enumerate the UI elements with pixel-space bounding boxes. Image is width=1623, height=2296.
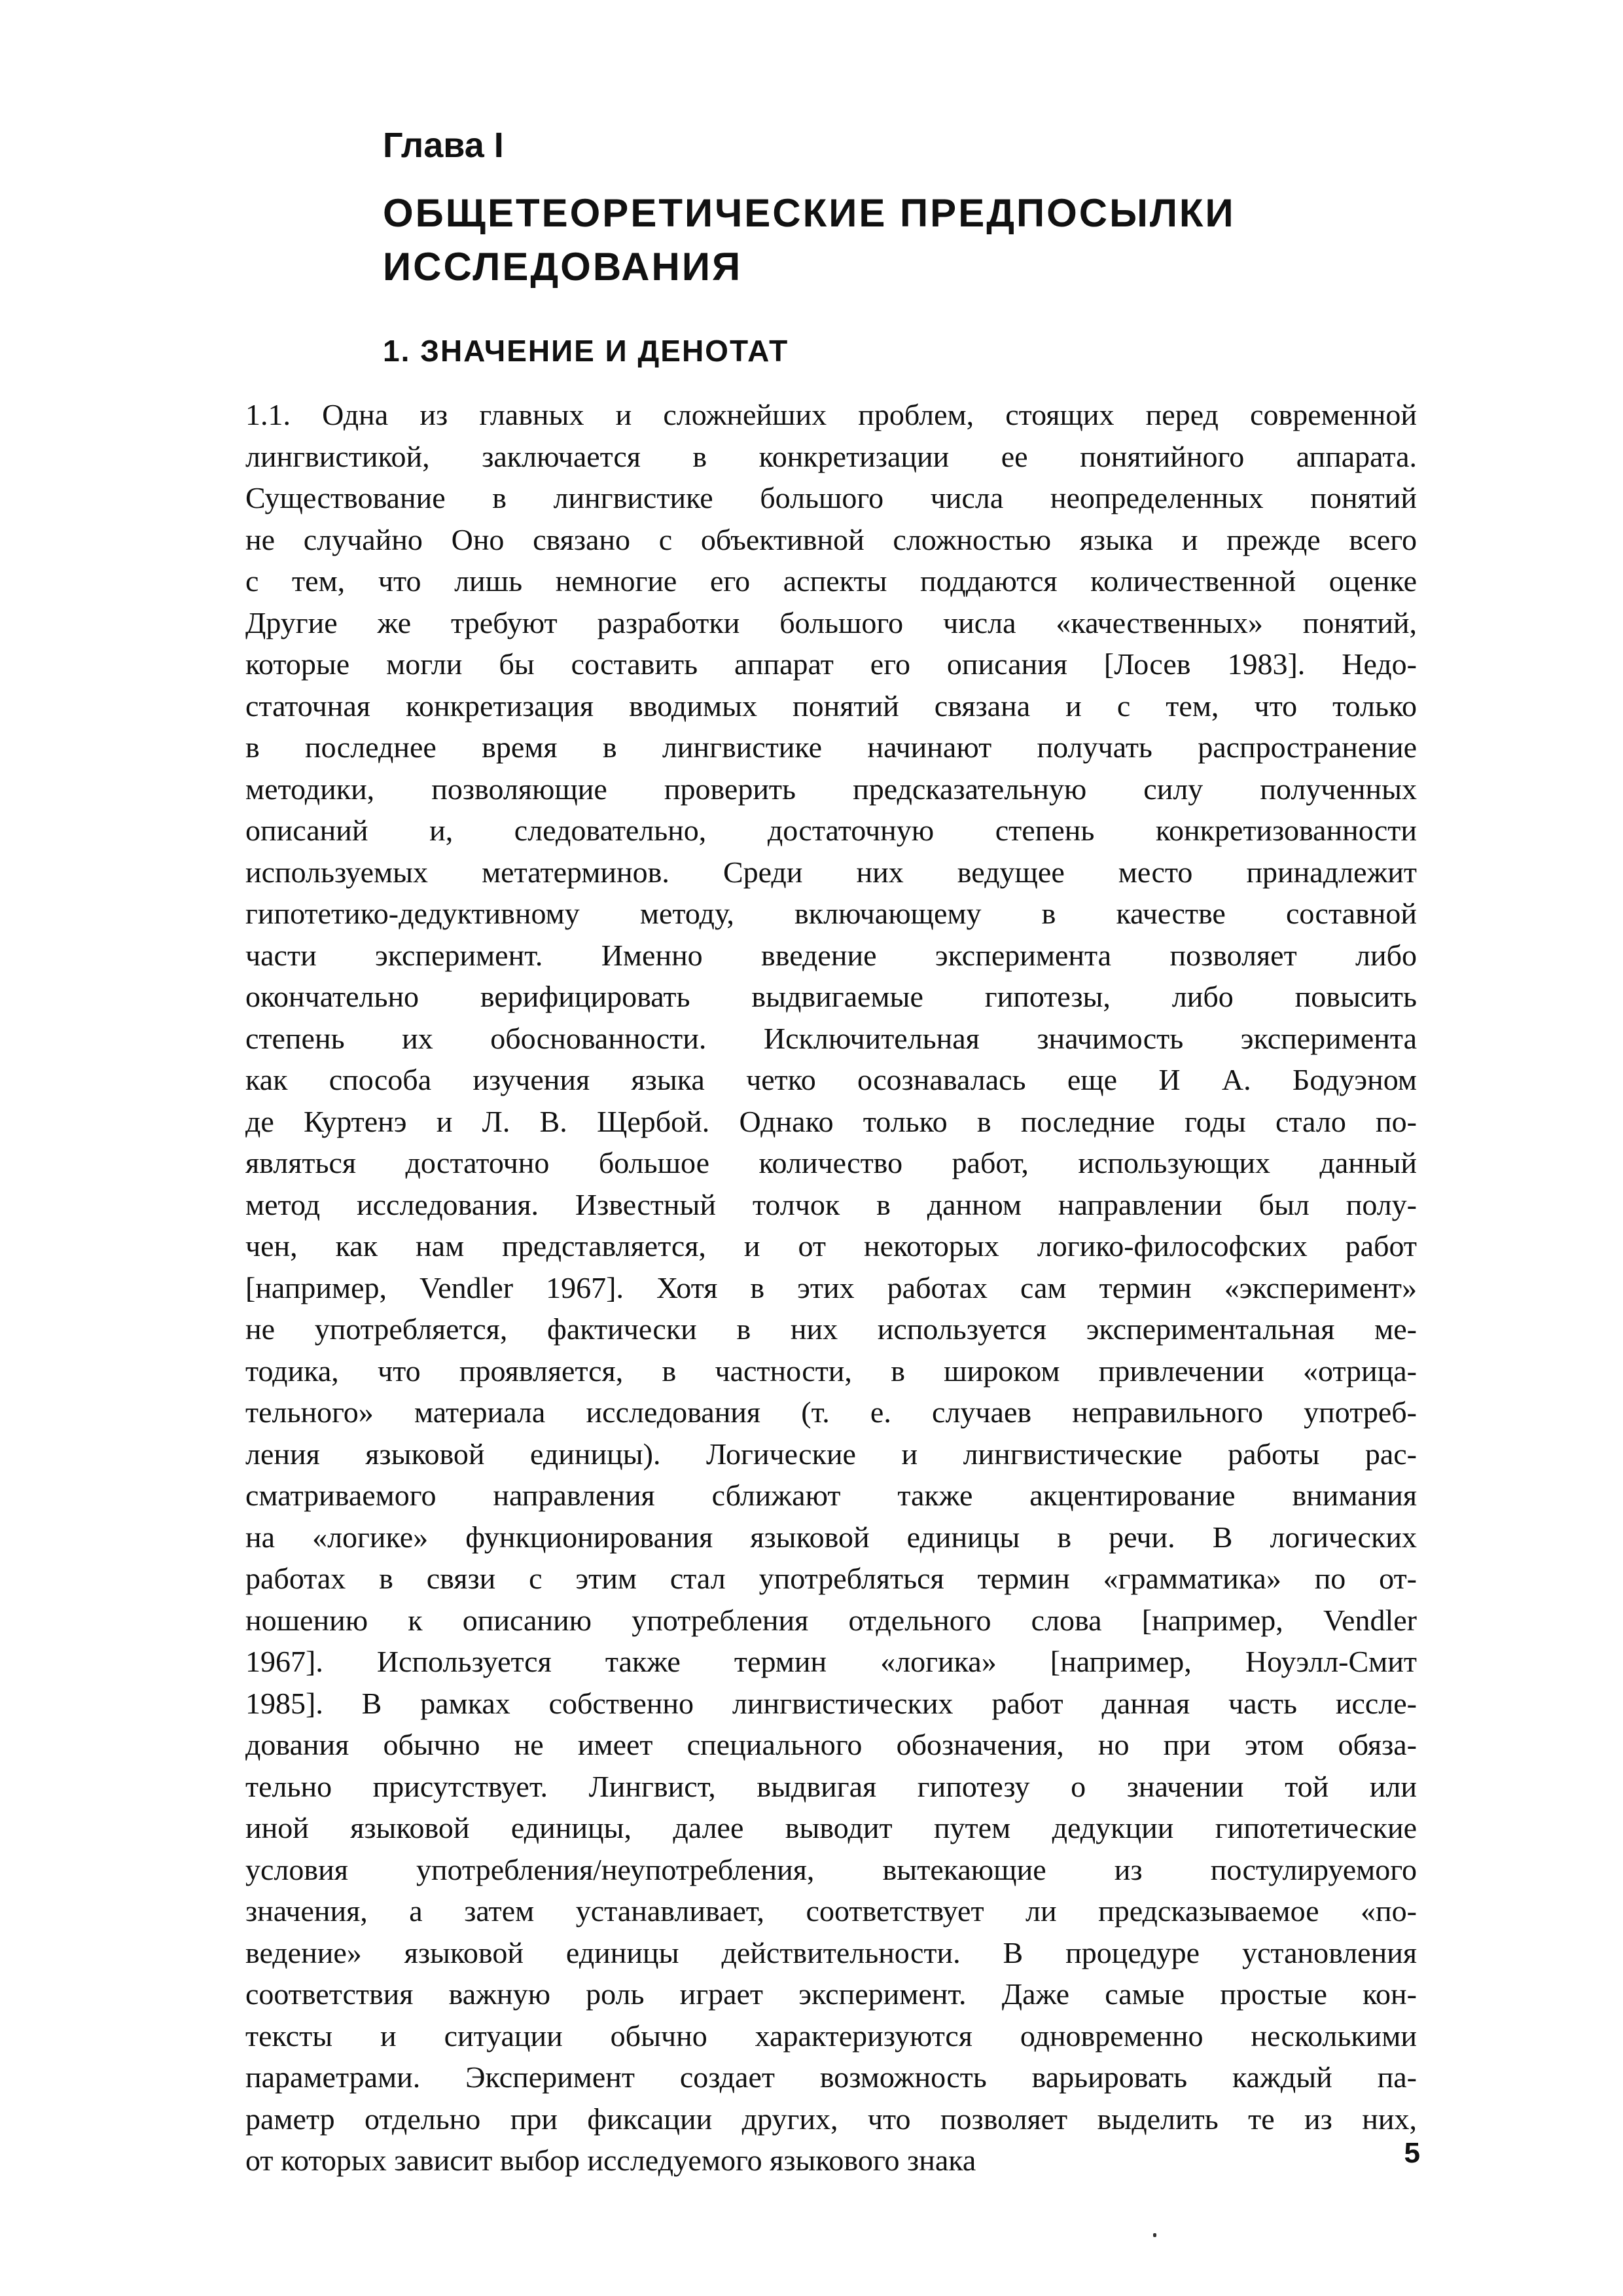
- body-line: лингвистикой, заключается в конкретизации ее понятийного аппарата.: [245, 439, 1417, 473]
- body-line: ведение» языковой единицы действительности. В процедуре установления: [245, 1935, 1417, 1969]
- body-line: не употребляется, фактически в них используется экспериментальная ме-: [245, 1312, 1417, 1346]
- body-line: раметр отдельно при фиксации других, что позволяет выделить те из них,: [245, 2102, 1417, 2136]
- body-line: степень их обоснованности. Исключительная значимость эксперимента: [245, 1021, 1417, 1055]
- body-line: соответствия важную роль играет эксперимент. Даже самые простые кон-: [245, 1977, 1417, 2011]
- body-line: де Куртенэ и Л. В. Щербой. Однако только в последние годы стало по-: [245, 1104, 1417, 1138]
- body-line: с тем, что лишь немногие его аспекты поддаются количественной оценке: [245, 564, 1417, 598]
- chapter-title-line: ОБЩЕТЕОРЕТИЧЕСКИЕ ПРЕДПОСЫЛКИ: [383, 191, 1236, 235]
- chapter-title-line: ИССЛЕДОВАНИЯ: [383, 245, 743, 289]
- body-line: значения, а затем устанавливает, соответствует ли предсказываемое «по-: [245, 1894, 1417, 1928]
- body-line: окончательно верифицировать выдвигаемые гипотезы, либо повысить: [245, 980, 1417, 1013]
- body-line: условия употребления/неупотребления, вытекающие из постулируемого: [245, 1852, 1417, 1886]
- body-line: 1967]. Используется также термин «логика» [например, Ноуэлл-Смит: [245, 1645, 1417, 1678]
- body-line: тельно присутствует. Лингвист, выдвигая гипотезу о значении той или: [245, 1769, 1417, 1803]
- page-number: 5: [1404, 2137, 1420, 2169]
- body-line: тельного» материала исследования (т. е. случаев неправильного употреб-: [245, 1395, 1417, 1429]
- body-line: которые могли бы составить аппарат его описания [Лосев 1983]. Недо-: [245, 647, 1417, 681]
- body-line: чен, как нам представляется, и от некоторых логико-философских работ: [245, 1229, 1417, 1263]
- body-line: на «логике» функционирования языковой единицы в речи. В логических: [245, 1520, 1417, 1554]
- body-line-last: от которых зависит выбор исследуемого языкового знака: [245, 2144, 976, 2177]
- body-line: дования обычно не имеет специального обозначения, но при этом обяза-: [245, 1728, 1417, 1761]
- body-line: иной языковой единицы, далее выводит путем дедукции гипотетические: [245, 1811, 1417, 1844]
- body-line: используемых метатерминов. Среди них ведущее место принадлежит: [245, 855, 1417, 889]
- body-line: Другие же требуют разработки большого числа «качественных» понятий,: [245, 605, 1417, 639]
- body-line: ношению к описанию употребления отдельного слова [например, Vendler: [245, 1603, 1417, 1637]
- body-line: работах в связи с этим стал употребляться термин «грамматика» по от-: [245, 1562, 1417, 1595]
- body-line: Существование в лингвистике большого числа неопределенных понятий: [245, 481, 1417, 514]
- chapter-title: [383, 187, 1430, 294]
- body-line: [например, Vendler 1967]. Хотя в этих работах сам термин «эксперимент»: [245, 1270, 1417, 1304]
- body-line: в последнее время в лингвистике начинают получать распространение: [245, 730, 1417, 764]
- body-line: сматриваемого направления сближают также акцентирование внимания: [245, 1479, 1417, 1512]
- body-line: тексты и ситуации обычно характеризуются одновременно несколькими: [245, 2018, 1417, 2053]
- body-line: 1985]. В рамках собственно лингвистических работ данная часть иссле-: [245, 1686, 1417, 1720]
- body-line: описаний и, следовательно, достаточную степень конкретизованности: [245, 814, 1417, 847]
- body-line: метод исследования. Известный толчок в данном направлении был полу-: [245, 1187, 1417, 1221]
- body-line: параметрами. Эксперимент создает возможность варьировать каждый па-: [245, 2060, 1417, 2094]
- body-line: 1.1. Одна из главных и сложнейших проблем, стоящих перед современной: [245, 398, 1417, 431]
- chapter-label: Глава I: [383, 126, 504, 165]
- body-line: методики, позволяющие проверить предсказательную силу полученных: [245, 772, 1417, 806]
- body-line: тодика, что проявляется, в частности, в широком привлечении «отрица-: [245, 1354, 1417, 1388]
- body-line: статочная конкретизация вводимых понятий связана и с тем, что только: [245, 689, 1417, 723]
- body-line: как способа изучения языка четко осознавалась еще И А. Бодуэном: [245, 1063, 1417, 1096]
- body-line: гипотетико-дедуктивному методу, включающему в качестве составной: [245, 897, 1417, 930]
- body-line: ления языковой единицы). Логические и лингвистические работы рас-: [245, 1437, 1417, 1471]
- section-heading: 1. ЗНАЧЕНИЕ И ДЕНОТАТ: [383, 334, 789, 368]
- body-text: [245, 394, 1417, 2181]
- body-line: части эксперимент. Именно введение эксперимента позволяет либо: [245, 938, 1417, 972]
- scan-speck: [1153, 2233, 1156, 2237]
- body-line: не случайно Оно связано с объективной сложностью языка и прежде всего: [245, 522, 1417, 556]
- body-line: являться достаточно большое количество работ, использующих данный: [245, 1146, 1417, 1179]
